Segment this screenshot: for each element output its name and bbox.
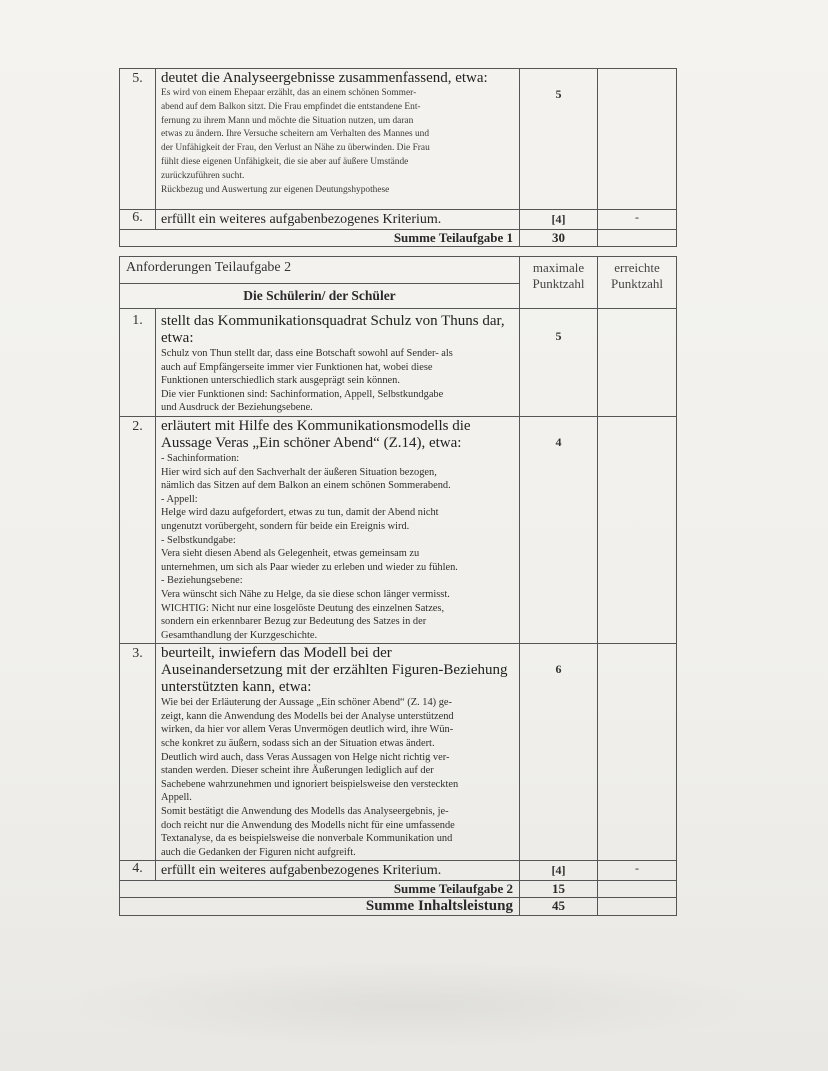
achieved-points[interactable] bbox=[598, 416, 677, 643]
requirements-title: Anforderungen Teilaufgabe 2 bbox=[120, 257, 520, 284]
table-teilaufgabe-1 bbox=[119, 68, 677, 247]
max-points: 5 bbox=[520, 309, 598, 417]
criterion-lead: erfüllt ein weiteres aufgabenbezogenes Kriterium. bbox=[156, 861, 520, 881]
sum-label: Summe Teilaufgabe 2 bbox=[120, 881, 520, 898]
criterion-lead: deutet die Analyseergebnisse zusammenfassend, etwa: bbox=[161, 70, 488, 86]
table-teilaufgabe-2 bbox=[119, 256, 677, 916]
criterion-detail: - Sachinformation: Hier wird sich auf den Sachverhalt der äußeren Situation bezogen, nämlich das Sitzen auf dem Balkon an einem schönen Sommerabend. - Appell: Helge wird dazu aufgefordert, etwas zu tun, damit der Abend nicht ungenutzt vorübergeht, sondern für beide ein Ereignis wird. - Selbstkundgabe: Vera sieht diesen Abend als Gelegenheit, etwas gemeinsam zu unternehmen, um sich als Paar wieder zu erleben und wieder zu fühlen. - Beziehungsebene: Vera wünscht sich Nähe zu Helge, da sie diese schon länger vermisst. WICHTIG: Nicht nur eine losgelöste Deutung des einzelnen Satzes, sondern ein erkennbarer Bezug zur Bedeutung des Satzes in der Gesamthandlung der Kurzgeschichte. bbox=[161, 452, 458, 641]
sum-value: 30 bbox=[520, 230, 598, 247]
criterion-lead: erfüllt ein weiteres aufgabenbezogenes Kriterium. bbox=[156, 210, 520, 230]
table-row bbox=[120, 309, 677, 417]
table-row bbox=[120, 644, 677, 861]
criterion-lead: stellt das Kommunikationsquadrat Schulz von Thuns dar, etwa: bbox=[161, 313, 505, 346]
criterion-cell bbox=[156, 69, 520, 210]
table-row bbox=[120, 861, 677, 881]
scan-shadow bbox=[60, 960, 760, 1050]
row-number: 4. bbox=[120, 861, 156, 881]
sum-value: 15 bbox=[520, 881, 598, 898]
max-points: [4] bbox=[520, 210, 598, 230]
total-label: Summe Inhaltsleistung bbox=[120, 898, 520, 916]
total-value: 45 bbox=[520, 898, 598, 916]
achieved-points[interactable] bbox=[598, 69, 677, 210]
criterion-cell bbox=[156, 416, 520, 643]
row-number: 1. bbox=[120, 309, 156, 417]
row-number: 5. bbox=[120, 69, 156, 210]
total-row bbox=[120, 898, 677, 916]
row-number: 3. bbox=[120, 644, 156, 861]
achieved-points[interactable] bbox=[598, 644, 677, 861]
criterion-detail: Wie bei der Erläuterung der Aussage „Ein schöner Abend“ (Z. 14) ge- zeigt, kann die Anwendung des Modells bei der Analyse unterstützend wirken, da hier vor allem Veras Unvermögen deutlich wird, ihre Wün- sche konkret zu äußern, sodass sich an der Situation etwas ändert. Deutlich wird auch, dass Veras Aussagen von Helge nicht richtig ver- standen werden. Dieser scheint ihre Äußerungen lediglich auf der Sachebene wahrzunehmen und ignoriert beispielsweise den versteckten Appell. Somit bestätigt die Anwendung des Modells das Analyseergebnis, je- doch reicht nur die Anwendung des Modells nicht für eine umfassende Textanalyse, da es beispielsweise die nonverbale Kommunikation und auch die Gedanken der Figuren nicht aufgreift. bbox=[161, 697, 459, 858]
max-points: 5 bbox=[520, 69, 598, 210]
criterion-lead: erläutert mit Hilfe des Kommunikationsmodells die Aussage Veras „Ein schöner Abend“ (Z.14), etwa: bbox=[161, 417, 471, 451]
criterion-detail: Es wird von einem Ehepaar erzählt, das an einem schönen Sommer- abend auf dem Balkon sitzt. Die Frau empfindet die entstandene Ent- fernung zu ihrem Mann und möchte die Situation nutzen, um daran etwas zu ändern. Ihre Versuche scheitern am Verhalten des Mannes und der Unfähigkeit der Frau, den Verlust an Nähe zu überwinden. Die Frau fühlt diese eigenen Unfähigkeit, die sie aber auf äußere Umstände zurückzuführen sucht. Rückbezug und Auswertung zur eigenen Deutungshypothese bbox=[161, 88, 430, 195]
achieved-points[interactable]: - bbox=[598, 210, 677, 230]
total-achieved[interactable] bbox=[598, 898, 677, 916]
sum-achieved[interactable] bbox=[598, 881, 677, 898]
sum-row bbox=[120, 881, 677, 898]
achieved-points-header: erreichte Punktzahl bbox=[598, 257, 677, 309]
achieved-points[interactable]: - bbox=[598, 861, 677, 881]
criterion-lead: beurteilt, inwiefern das Modell bei der Auseinandersetzung mit der erzählten Figuren-Beziehung unterstützten kann, etwa: bbox=[161, 645, 508, 696]
sum-row bbox=[120, 230, 677, 247]
row-number: 2. bbox=[120, 416, 156, 643]
row-number: 6. bbox=[120, 210, 156, 230]
max-points: 4 bbox=[520, 416, 598, 643]
student-subtitle: Die Schülerin/ der Schüler bbox=[120, 284, 520, 309]
header-row bbox=[120, 257, 677, 284]
achieved-points[interactable] bbox=[598, 309, 677, 417]
sum-label: Summe Teilaufgabe 1 bbox=[120, 230, 520, 247]
criterion-cell bbox=[156, 644, 520, 861]
table-row bbox=[120, 210, 677, 230]
max-points: 6 bbox=[520, 644, 598, 861]
max-points-header: maximale Punktzahl bbox=[520, 257, 598, 309]
criterion-detail: Schulz von Thun stellt dar, dass eine Botschaft sowohl auf Sender- als auch auf Empfängerseite immer vier Funktionen hat, wobei diese Funktionen unterschiedlich stark ausgeprägt sein können. Die vier Funktionen sind: Sachinformation, Appell, Selbstkundgabe und Ausdruck der Beziehungsebene. bbox=[161, 348, 453, 414]
max-points: [4] bbox=[520, 861, 598, 881]
table-row bbox=[120, 69, 677, 210]
sum-achieved[interactable] bbox=[598, 230, 677, 247]
criterion-cell bbox=[156, 309, 520, 417]
table-row bbox=[120, 416, 677, 643]
